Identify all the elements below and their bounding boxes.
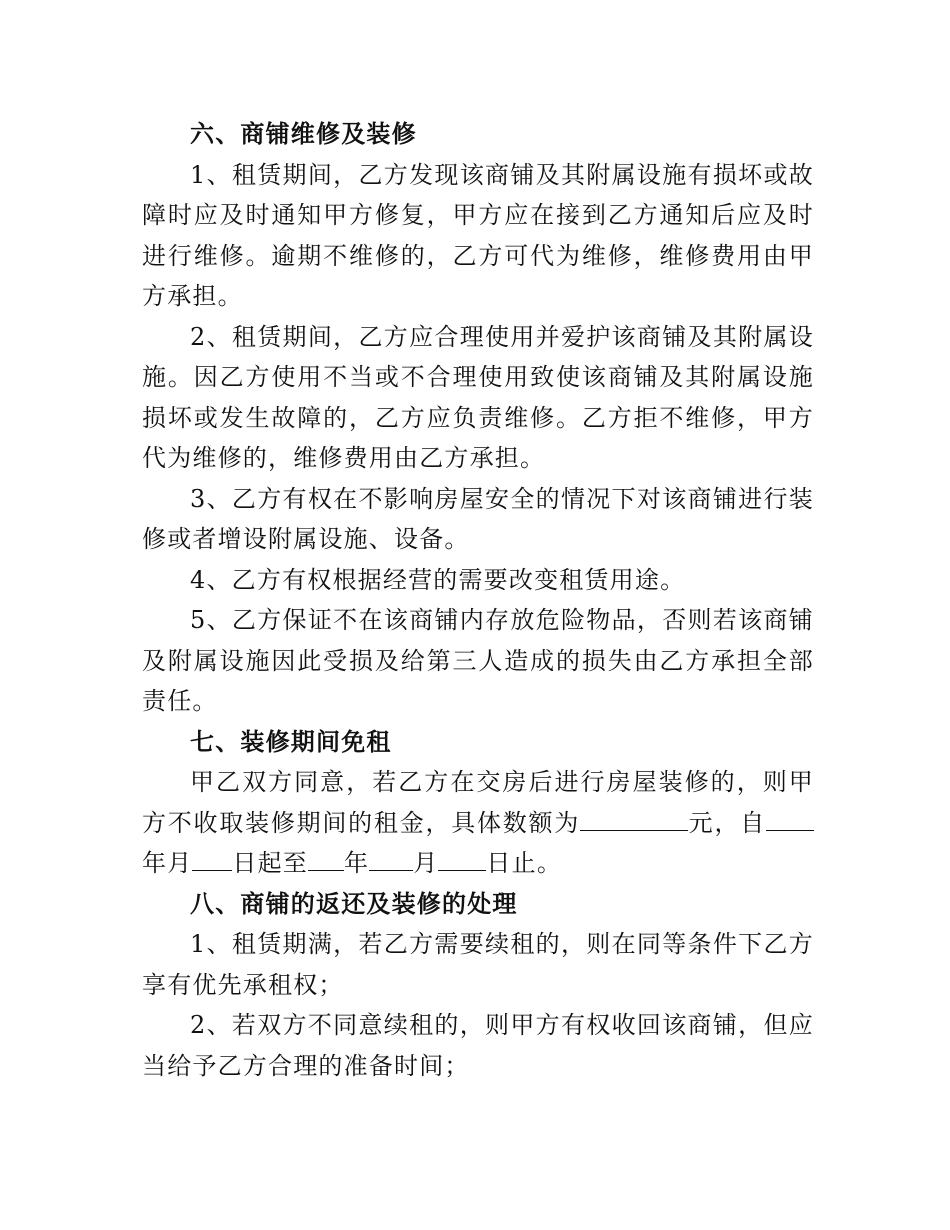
clause-7-text-c: 年月 [142, 849, 193, 877]
start-month-day-blank[interactable] [192, 845, 232, 871]
section-heading-7: 七、装修期间免租 [190, 726, 392, 756]
clause-7-text-g: 日止。 [486, 849, 563, 877]
end-month-blank[interactable] [369, 845, 413, 871]
clause-7-text-d: 日起至 [232, 849, 309, 877]
end-day-blank[interactable] [438, 845, 486, 871]
clause-7-text-e: 年 [344, 849, 370, 877]
section-heading-8: 八、商铺的返还及装修的处理 [190, 888, 518, 918]
start-year-blank[interactable] [766, 804, 814, 830]
clause-6-1: 1、租赁期间，乙方发现该商铺及其附属设施有损坏或故障时应及时通知甲方修复，甲方应在接到乙方通知后应及时进行维修。逾期不维修的，乙方可代为维修，维修费用由甲方承担。 [142, 160, 814, 310]
clause-6-2: 2、租赁期间，乙方应合理使用并爱护该商铺及其附属设施。因乙方使用不当或不合理使用致使该商铺及其附属设施损坏或发生故障的，乙方应负责维修。乙方拒不维修，甲方代为维修的，维修费用由乙方承担。 [142, 322, 814, 472]
document-body [142, 114, 814, 1086]
clause-7-text-b: 元，自 [688, 808, 766, 837]
clause-7-text-f: 月 [413, 849, 439, 877]
amount-blank[interactable] [580, 804, 688, 830]
clause-6-3: 3、乙方有权在不影响房屋安全的情况下对该商铺进行装修或者增设附属设施、设备。 [142, 484, 814, 553]
clause-8-2: 2、若双方不同意续租的，则甲方有权收回该商铺，但应当给予乙方合理的准备时间； [142, 1011, 814, 1080]
clause-6-5: 5、乙方保证不在该商铺内存放危险物品，否则若该商铺及附属设施因此受损及给第三人造成的损失由乙方承担全部责任。 [142, 606, 814, 715]
clause-7-body [142, 762, 814, 884]
end-year-blank[interactable] [308, 845, 344, 871]
clause-7-text-a: 甲乙双方同意，若乙方在交房后进行房屋装修的，则甲方不收取装修期间的租金，具体数额为 [142, 768, 814, 837]
clause-8-1: 1、租赁期满，若乙方需要续租的，则在同等条件下乙方享有优先承租权； [142, 930, 814, 999]
section-heading-6: 六、商铺维修及装修 [190, 119, 417, 148]
clause-6-4: 4、乙方有权根据经营的需要改变租赁用途。 [190, 565, 686, 594]
